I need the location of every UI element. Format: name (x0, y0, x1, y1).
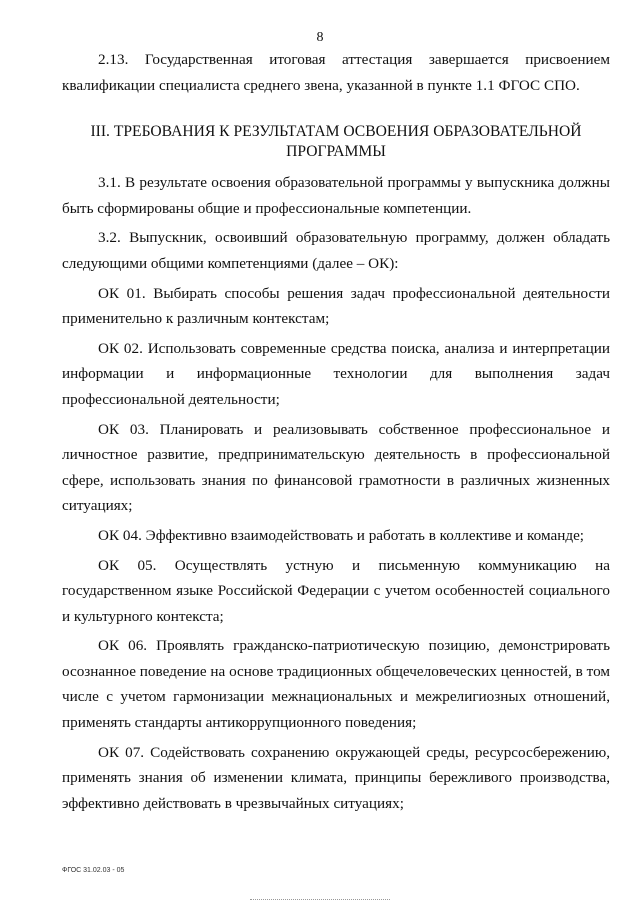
page-number: 8 (316, 30, 324, 45)
paragraph-3-1: 3.1. В результате освоения образовательной программы у выпускника должны быть сформированы общие и профессиональные компетенции. (62, 174, 610, 217)
document-body (62, 47, 610, 820)
competency-ok-07: ОК 07. Содействовать сохранению окружающей среды, ресурсосбережению, применять знания об изменении климата, принципы бережливого производства, эффективно действовать в чрезвычайных ситуациях; (62, 743, 610, 812)
competency-ok-05: ОК 05. Осуществлять устную и письменную коммуникацию на государственном языке Российской Федерации с учетом особенностей социального и культурного контекста; (62, 556, 610, 625)
competency-ok-01: ОК 01. Выбирать способы решения задач профессиональной деятельности применительно к различным контекстам; (62, 284, 610, 328)
competency-ok-02: ОК 02. Использовать современные средства поиска, анализа и интерпретации информации и информационные технологии для выполнения задач профессиональной деятельности; (62, 339, 610, 408)
footer-standard-code: ФГОС 31.02.03 - 05 (62, 867, 125, 874)
scan-edge-marks (250, 899, 390, 902)
section-title: III. ТРЕБОВАНИЯ К РЕЗУЛЬТАТАМ ОСВОЕНИЯ ОБРАЗОВАТЕЛЬНОЙ ПРОГРАММЫ (90, 123, 582, 161)
competency-ok-06: ОК 06. Проявлять гражданско-патриотическую позицию, демонстрировать осознанное поведение на основе традиционных общечеловеческих ценностей, в том числе с учетом гармонизации межнациональных и межрелигиозных отношений, применять стандарты антикоррупционного поведения; (62, 637, 610, 732)
competency-ok-04: ОК 04. Эффективно взаимодействовать и работать в коллективе и команде; (98, 526, 585, 544)
paragraph-2-13: 2.13. Государственная итоговая аттестация завершается присвоением квалификации специалиста среднего звена, указанной в пункте 1.1 ФГОС СПО. (62, 51, 610, 94)
paragraph-3-2: 3.2. Выпускник, освоивший образовательную программу, должен обладать следующими общими компетенциями (далее – ОК): (62, 229, 610, 272)
competency-ok-03: ОК 03. Планировать и реализовывать собственное профессиональное и личностное развитие, предпринимательскую деятельность в профессиональной сфере, использовать знания по финансовой грамотности в различных жизненных ситуациях; (62, 420, 610, 515)
